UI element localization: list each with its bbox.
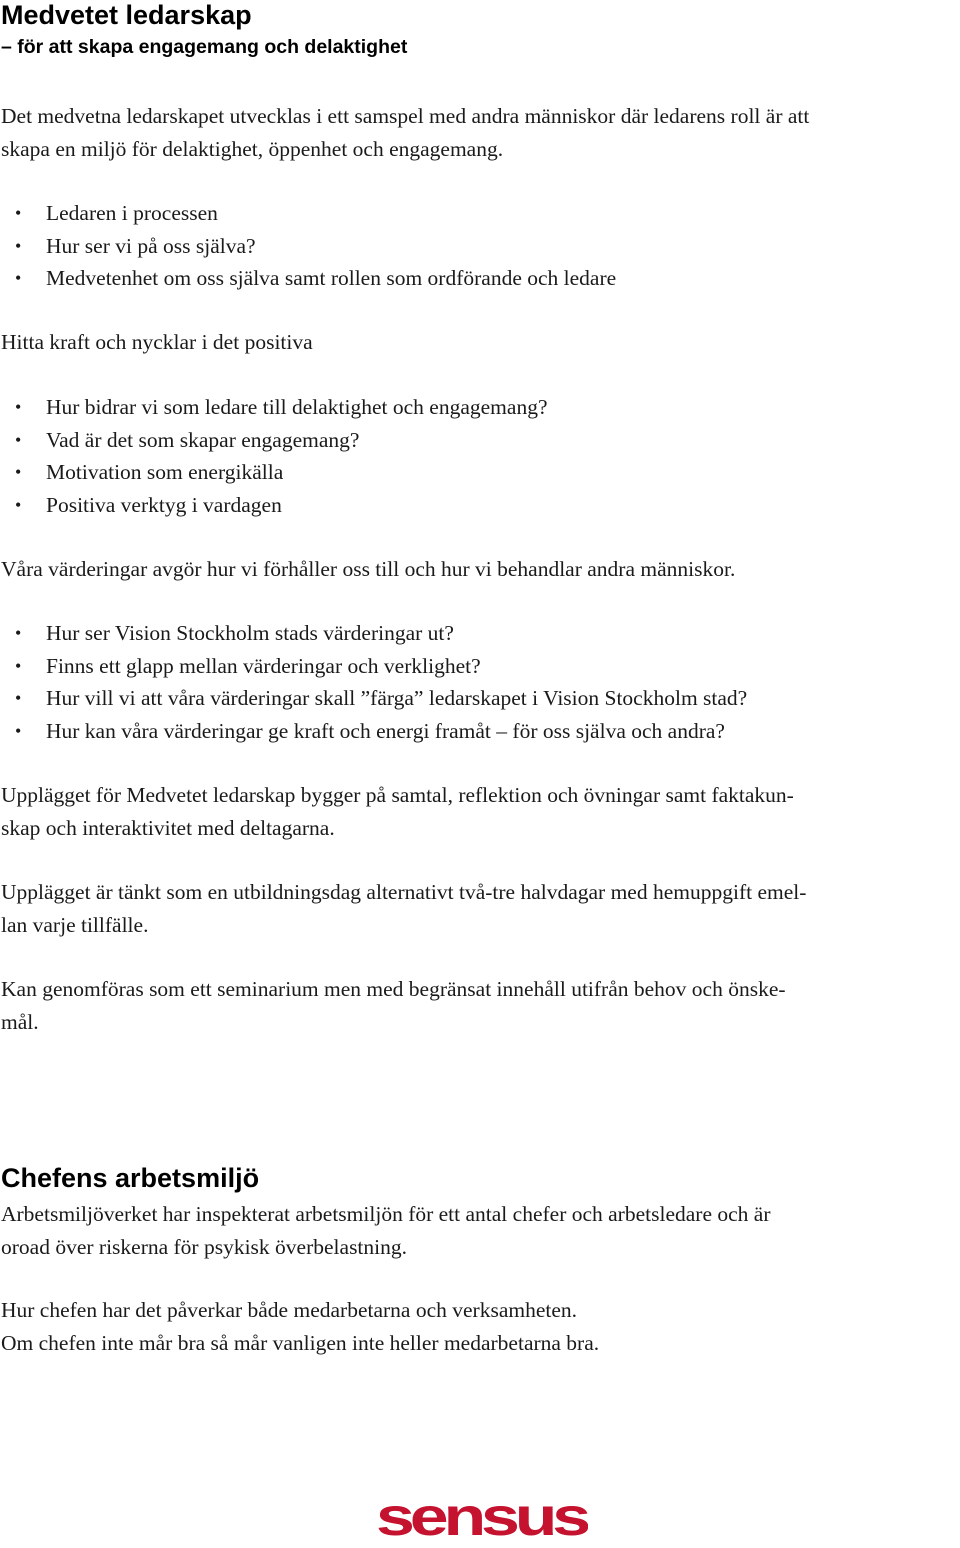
list-item-text: Hur kan våra värderingar ge kraft och energi framåt – för oss själva och andra? <box>46 718 725 743</box>
text-line: Det medvetna ledarskapet utvecklas i ett samspel med andra människor där ledarens roll är att <box>1 104 810 128</box>
text-line: Upplägget för Medvetet ledarskap bygger på samtal, reflektion och övningar samt faktakun- <box>1 783 794 807</box>
text-line: Om chefen inte mår bra så mår vanligen inte heller medarbetarna bra. <box>1 1330 600 1355</box>
list-item <box>1 456 548 489</box>
text-line: skapa en miljö för delaktighet, öppenhet och engagemang. <box>1 136 504 161</box>
list-item <box>1 424 548 457</box>
list-item <box>1 715 747 748</box>
list-item <box>1 650 747 683</box>
bullet-icon: • <box>15 235 22 256</box>
section-subtitle: – för att skapa engagemang och delaktighet <box>1 36 408 58</box>
list-item-text: Hur ser Vision Stockholm stads värderingar ut? <box>46 621 454 645</box>
list-item-text: Hur vill vi att våra värderingar skall ”färga” ledarskapet i Vision Stockholm stad? <box>46 686 748 710</box>
text-line: oroad över riskerna för psykisk överbelastning. <box>1 1234 408 1259</box>
list-item <box>1 262 616 295</box>
bullet-list-varderingar <box>1 617 747 747</box>
section-title-chefens-arbetsmiljo: Chefens arbetsmiljö <box>1 1163 260 1193</box>
list-item <box>1 617 747 650</box>
list-item <box>1 682 747 715</box>
list-item-text: Hur ser vi på oss själva? <box>46 233 256 258</box>
subheading-varderingar: Våra värderingar avgör hur vi förhåller oss till och hur vi behandlar andra människor. <box>1 557 736 581</box>
list-item-text: Hur bidrar vi som ledare till delaktighet och engagemang? <box>46 395 548 419</box>
bullet-icon: • <box>15 462 22 482</box>
bullet-icon: • <box>15 720 22 741</box>
list-item-text: Finns ett glapp mellan värderingar och verklighet? <box>46 653 481 678</box>
list-item-text: Motivation som energikälla <box>46 460 284 484</box>
sensus-logo-icon <box>374 1491 588 1543</box>
text-line: Kan genomföras som ett seminarium men med begränsat innehåll utifrån behov och önske- <box>1 977 786 1001</box>
text-line: Arbetsmiljöverket har inspekterat arbetsmiljön för ett antal chefer och arbetsledare och är <box>1 1202 771 1226</box>
text-line: skap och interaktivitet med deltagarna. <box>1 815 335 840</box>
paragraph-seminarium <box>1 973 786 1038</box>
bullet-icon: • <box>15 623 22 643</box>
text-line: lan varje tillfälle. <box>1 912 149 937</box>
sensus-logo-text: sensus <box>376 1491 588 1543</box>
paragraph-arbetsmiljoverket <box>1 1198 771 1263</box>
subheading-hitta-kraft: Hitta kraft och nycklar i det positiva <box>1 330 313 354</box>
paragraph-chefen <box>1 1294 599 1359</box>
section-title-medvetet-ledarskap: Medvetet ledarskap <box>1 0 252 30</box>
bullet-icon: • <box>15 494 22 515</box>
text-line: mål. <box>1 1009 39 1034</box>
list-item-text: Ledaren i processen <box>46 201 218 225</box>
intro-paragraph <box>1 100 809 165</box>
sensus-logo <box>374 1491 588 1548</box>
bullet-list-ledaren <box>1 197 616 295</box>
bullet-icon: • <box>15 397 22 417</box>
list-item <box>1 230 616 263</box>
list-item <box>1 391 548 424</box>
bullet-icon: • <box>15 268 22 288</box>
paragraph-utbildningsdag <box>1 876 806 941</box>
list-item-text: Positiva verktyg i vardagen <box>46 492 282 517</box>
list-item <box>1 197 616 230</box>
bullet-icon: • <box>15 655 22 676</box>
bullet-icon: • <box>15 688 22 708</box>
list-item <box>1 489 548 522</box>
bullet-list-kraft <box>1 391 548 521</box>
paragraph-upplagget <box>1 779 794 844</box>
list-item-text: Vad är det som skapar engagemang? <box>46 427 360 452</box>
text-line: Hur chefen har det påverkar både medarbetarna och verksamheten. <box>1 1298 578 1322</box>
bullet-icon: • <box>15 429 22 450</box>
bullet-icon: • <box>15 203 22 223</box>
text-line: Upplägget är tänkt som en utbildningsdag alternativt två-tre halvdagar med hemuppgift emel- <box>1 880 807 904</box>
list-item-text: Medvetenhet om oss själva samt rollen som ordförande och ledare <box>46 266 617 290</box>
